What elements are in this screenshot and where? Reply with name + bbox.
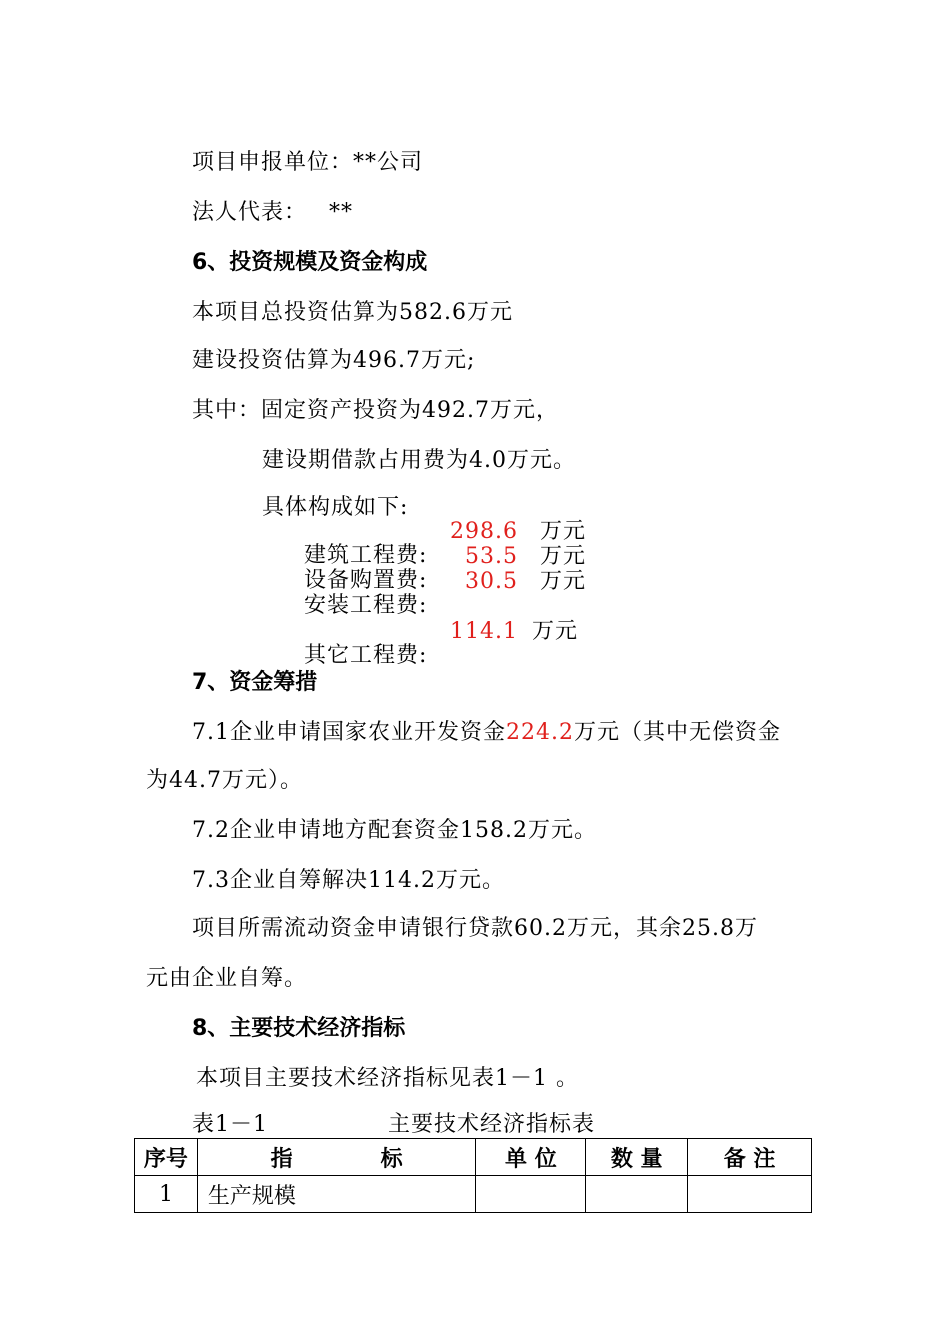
item-unit: 万元 bbox=[540, 569, 587, 594]
item-label: 设备购置费: bbox=[304, 568, 428, 593]
legal-rep-value: ** bbox=[329, 200, 354, 225]
header-index: 序号 bbox=[135, 1139, 198, 1176]
item-unit: 万元 bbox=[540, 519, 587, 544]
item-value: 53.5 bbox=[465, 544, 518, 569]
funding-1-value: 224.2 bbox=[506, 720, 574, 745]
applicant-line bbox=[192, 148, 423, 178]
cell-index: 1 bbox=[135, 1176, 198, 1213]
applicant-label: 项目申报单位： bbox=[192, 150, 354, 175]
fixed-asset-investment: 其中：固定资产投资为492.7万元， bbox=[192, 398, 559, 423]
composition-item bbox=[288, 569, 608, 618]
item-label: 建筑工程费: bbox=[304, 543, 428, 568]
composition-title: 具体构成如下: bbox=[262, 495, 409, 520]
header-indicator: 指 标 bbox=[197, 1139, 476, 1176]
total-investment: 本项目总投资估算为582.6万元 bbox=[192, 300, 513, 325]
funding-1-text: 7.1企业申请国家农业开发资金 bbox=[192, 720, 506, 745]
item-unit: 万元 bbox=[540, 544, 587, 569]
indicator-table bbox=[134, 1138, 812, 1213]
cell-indicator: 生产规模 bbox=[197, 1176, 476, 1213]
legal-rep-label: 法人代表： bbox=[192, 200, 308, 225]
header-remarks: 备 注 bbox=[688, 1139, 812, 1176]
item-value: 298.6 bbox=[450, 519, 518, 544]
item-value: 114.1 bbox=[450, 619, 518, 644]
funding-1-text-end: 万元（其中无偿资金 bbox=[573, 720, 781, 745]
funding-item-2: 7.2企业申请地方配套资金158.2万元。 bbox=[192, 818, 597, 843]
funding-item-3: 7.3企业自筹解决114.2万元。 bbox=[192, 868, 505, 893]
item-value: 30.5 bbox=[465, 569, 518, 594]
table-header-row bbox=[135, 1139, 812, 1176]
cell-quantity bbox=[586, 1176, 688, 1213]
funding-item-1-cont: 为44.7万元）。 bbox=[146, 768, 303, 793]
item-unit: 万元 bbox=[532, 619, 579, 644]
item-label: 其它工程费: bbox=[304, 643, 428, 668]
section-8-heading: 8、主要技术经济指标 bbox=[192, 1016, 406, 1041]
table-title: 主要技术经济指标表 bbox=[388, 1112, 596, 1137]
header-unit: 单 位 bbox=[476, 1139, 586, 1176]
item-label: 安装工程费: bbox=[304, 593, 428, 618]
working-capital-cont: 元由企业自筹。 bbox=[146, 966, 308, 991]
cell-unit bbox=[476, 1176, 586, 1213]
table-row bbox=[135, 1176, 812, 1213]
table-label: 表1－1 bbox=[192, 1112, 268, 1137]
loan-fee: 建设期借款占用费为4.0万元。 bbox=[262, 448, 576, 473]
section-7-heading: 7、资金筹措 bbox=[192, 670, 318, 695]
construction-investment: 建设投资估算为496.7万元; bbox=[192, 348, 476, 373]
indicator-intro: 本项目主要技术经济指标见表1－1 。 bbox=[196, 1066, 579, 1091]
funding-item-1 bbox=[192, 718, 781, 748]
applicant-value: **公司 bbox=[353, 150, 424, 175]
working-capital: 项目所需流动资金申请银行贷款60.2万元，其余25.8万 bbox=[192, 916, 758, 941]
composition-item bbox=[288, 619, 608, 668]
legal-rep-line bbox=[192, 198, 353, 228]
cell-remarks bbox=[688, 1176, 812, 1213]
header-quantity: 数 量 bbox=[586, 1139, 688, 1176]
section-6-heading: 6、投资规模及资金构成 bbox=[192, 250, 428, 275]
